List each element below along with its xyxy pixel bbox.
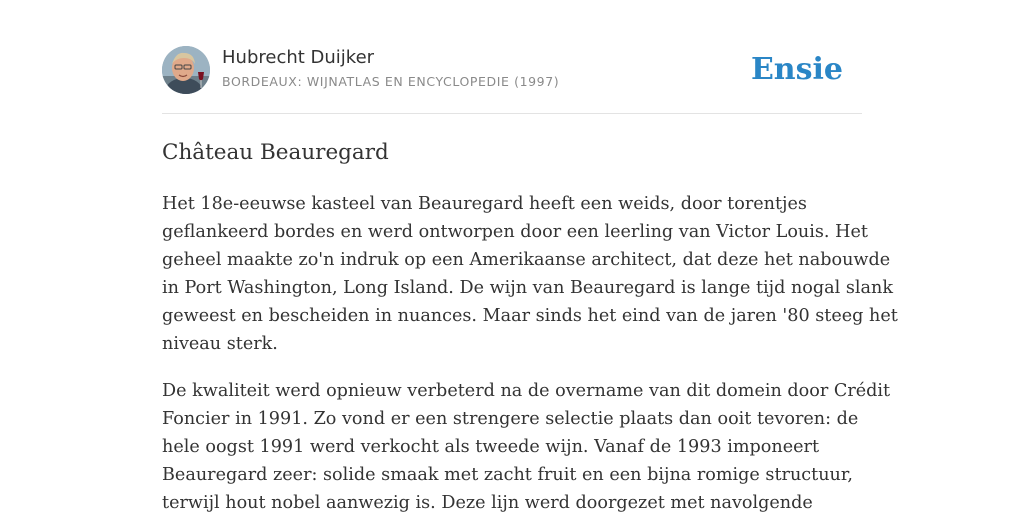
text-line: geflankeerd bordes en werd ontworpen door een leerling van Victor Louis. Het bbox=[162, 222, 868, 242]
text-line: Het 18e-eeuwse kasteel van Beauregard heeft een weids, door torentjes bbox=[162, 194, 807, 214]
author-name[interactable]: Hubrecht Duijker bbox=[222, 47, 375, 68]
text-line: in Port Washington, Long Island. De wijn van Beauregard is lange tijd nogal slank bbox=[162, 278, 894, 298]
source-title[interactable]: BORDEAUX: WIJNATLAS EN ENCYCLOPEDIE (1997) bbox=[222, 74, 560, 89]
paragraph bbox=[162, 190, 898, 358]
brand-logo[interactable]: Ensie bbox=[750, 52, 843, 87]
text-line: terwijl hout nobel aanwezig is. Deze lijn werd doorgezet met navolgende bbox=[162, 493, 813, 512]
text-line: geweest en bescheiden in nuances. Maar sinds het eind van de jaren '80 steeg het bbox=[162, 306, 898, 326]
text-line: niveau sterk. bbox=[162, 334, 278, 354]
author-photo bbox=[162, 46, 210, 94]
text-line: geheel maakte zo'n indruk op een Amerikaanse architect, dat deze het nabouwde bbox=[162, 250, 891, 270]
article-header bbox=[162, 46, 862, 96]
text-line: De kwaliteit werd opnieuw verbeterd na de overname van dit domein door Crédit bbox=[162, 381, 891, 401]
text-line: hele oogst 1991 werd verkocht als tweede wijn. Vanaf de 1993 imponeert bbox=[162, 437, 820, 457]
text-line: Foncier in 1991. Zo vond er een strengere selectie plaats dan ooit tevoren: de bbox=[162, 409, 859, 429]
text-line: Beauregard zeer: solide smaak met zacht fruit en een bijna romige structuur, bbox=[162, 465, 853, 485]
author-avatar[interactable] bbox=[162, 46, 210, 94]
article-title: Château Beauregard bbox=[162, 140, 389, 165]
article-body bbox=[162, 190, 898, 512]
header-divider bbox=[162, 113, 862, 114]
paragraph bbox=[162, 377, 891, 512]
